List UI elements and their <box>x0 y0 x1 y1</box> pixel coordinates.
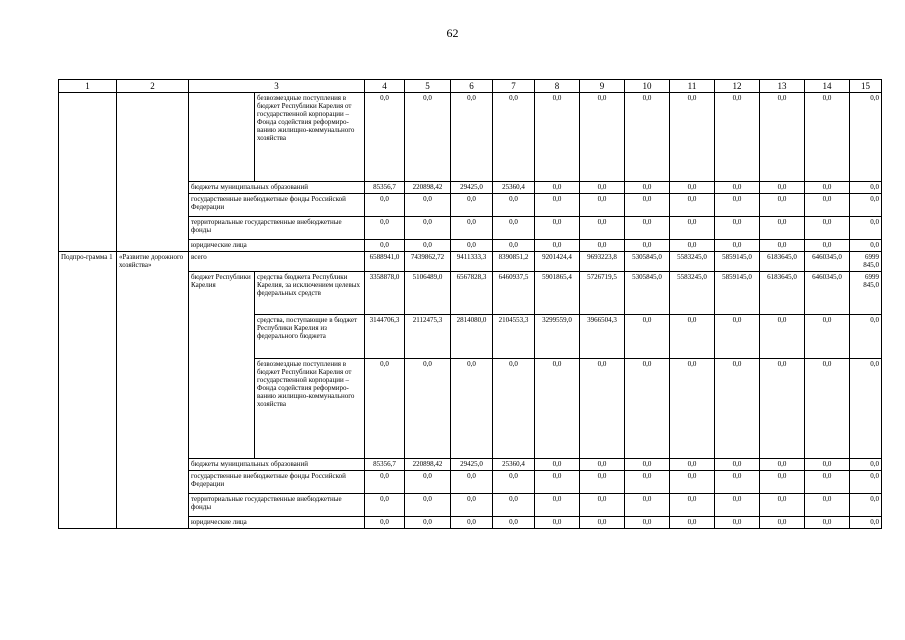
value-cell: 0,0 <box>850 217 882 240</box>
value-cell: 0,0 <box>493 471 535 494</box>
value-cell: 0,0 <box>535 182 580 194</box>
value-cell: 0,0 <box>580 217 625 240</box>
value-cell: 0,0 <box>451 471 493 494</box>
value-cell: 0,0 <box>760 194 805 217</box>
value-cell: 0,0 <box>715 459 760 471</box>
value-cell: 0,0 <box>805 471 850 494</box>
value-cell: 0,0 <box>451 517 493 529</box>
value-cell: 0,0 <box>760 459 805 471</box>
value-cell: 0,0 <box>850 359 882 459</box>
header-cell: 12 <box>715 80 760 93</box>
value-cell: 0,0 <box>670 315 715 359</box>
value-cell: 0,0 <box>451 240 493 252</box>
value-cell: 0,0 <box>625 359 670 459</box>
row-label: безвозмездные поступления в бюджет Республики Карелия от государственной корпорации – Фонда содействия реформиро-ванию жилищно-коммунального хозяйства <box>255 359 365 459</box>
value-cell: 0,0 <box>535 217 580 240</box>
value-cell: 0,0 <box>715 494 760 517</box>
row-label: бюджеты муниципальных образований <box>189 182 365 194</box>
header-cell: 2 <box>117 80 189 93</box>
header-cell: 8 <box>535 80 580 93</box>
value-cell: 0,0 <box>850 494 882 517</box>
row-label: бюджеты муниципальных образований <box>189 459 365 471</box>
value-cell: 0,0 <box>760 240 805 252</box>
value-cell: 0,0 <box>760 471 805 494</box>
value-cell: 2104553,3 <box>493 315 535 359</box>
header-cell: 11 <box>670 80 715 93</box>
row-label: территориальные государственные внебюджетные фонды <box>189 494 365 517</box>
header-cell: 15 <box>850 80 882 93</box>
value-cell: 0,0 <box>625 182 670 194</box>
value-cell: 220898,42 <box>405 182 451 194</box>
value-cell: 0,0 <box>535 93 580 182</box>
row-label: безвозмездные поступления в бюджет Республики Карелия от государственной корпорации – Фонда содействия реформиро-ванию жилищно-коммунального хозяйства <box>255 93 365 182</box>
value-cell: 0,0 <box>805 194 850 217</box>
value-cell: 0,0 <box>715 517 760 529</box>
value-cell: 0,0 <box>535 517 580 529</box>
header-cell: 10 <box>625 80 670 93</box>
value-cell: 0,0 <box>580 240 625 252</box>
value-cell: 0,0 <box>405 517 451 529</box>
value-cell: 6183645,0 <box>760 272 805 315</box>
value-cell: 0,0 <box>580 471 625 494</box>
value-cell: 0,0 <box>760 517 805 529</box>
value-cell: 0,0 <box>760 494 805 517</box>
value-cell: 0,0 <box>451 194 493 217</box>
value-cell: 0,0 <box>535 359 580 459</box>
row-label: средства бюджета Республики Карелия, за исключением целевых федеральных средств <box>255 272 365 315</box>
value-cell: 5583245,0 <box>670 252 715 272</box>
value-cell: 0,0 <box>850 93 882 182</box>
value-cell: 0,0 <box>365 240 405 252</box>
value-cell: 0,0 <box>760 359 805 459</box>
value-cell: 0,0 <box>850 240 882 252</box>
value-cell: 0,0 <box>625 471 670 494</box>
value-cell: 0,0 <box>670 494 715 517</box>
value-cell: 0,0 <box>850 459 882 471</box>
value-cell: 8390851,2 <box>493 252 535 272</box>
value-cell: 0,0 <box>405 494 451 517</box>
value-cell: 0,0 <box>405 240 451 252</box>
header-cell: 9 <box>580 80 625 93</box>
value-cell: 0,0 <box>535 459 580 471</box>
value-cell: 6567828,3 <box>451 272 493 315</box>
empty-cell <box>59 93 117 252</box>
value-cell: 0,0 <box>805 93 850 182</box>
value-cell: 0,0 <box>715 240 760 252</box>
header-cell: 3 <box>189 80 365 93</box>
value-cell: 0,0 <box>760 93 805 182</box>
value-cell: 0,0 <box>580 459 625 471</box>
value-cell: 6460937,5 <box>493 272 535 315</box>
value-cell: 0,0 <box>625 459 670 471</box>
value-cell: 0,0 <box>493 217 535 240</box>
value-cell: 85356,7 <box>365 459 405 471</box>
value-cell: 0,0 <box>715 217 760 240</box>
subprogram-name: «Развитие дорожного хозяйства» <box>117 252 189 529</box>
budget-table <box>58 79 882 529</box>
value-cell: 85356,7 <box>365 182 405 194</box>
value-cell: 9201424,4 <box>535 252 580 272</box>
value-cell: 5305845,0 <box>625 252 670 272</box>
row-label: средства, поступающие в бюджет Республики Карелия из федерального бюджета <box>255 315 365 359</box>
value-cell: 0,0 <box>850 517 882 529</box>
value-cell: 0,0 <box>535 194 580 217</box>
value-cell: 0,0 <box>850 194 882 217</box>
value-cell: 0,0 <box>365 471 405 494</box>
value-cell: 0,0 <box>805 182 850 194</box>
value-cell: 0,0 <box>405 359 451 459</box>
value-cell: 0,0 <box>625 315 670 359</box>
header-cell: 6 <box>451 80 493 93</box>
value-cell: 0,0 <box>625 517 670 529</box>
value-cell: 0,0 <box>670 359 715 459</box>
value-cell: 0,0 <box>760 217 805 240</box>
value-cell: 0,0 <box>365 194 405 217</box>
header-cell: 1 <box>59 80 117 93</box>
value-cell: 0,0 <box>670 217 715 240</box>
value-cell: 0,0 <box>715 93 760 182</box>
value-cell: 2112475,3 <box>405 315 451 359</box>
value-cell: 0,0 <box>580 194 625 217</box>
value-cell: 6183645,0 <box>760 252 805 272</box>
value-cell: 0,0 <box>535 240 580 252</box>
value-cell: 5726719,5 <box>580 272 625 315</box>
value-cell: 0,0 <box>670 240 715 252</box>
value-cell: 0,0 <box>805 459 850 471</box>
value-cell: 0,0 <box>715 471 760 494</box>
value-cell: 9411333,3 <box>451 252 493 272</box>
value-cell: 2814080,0 <box>451 315 493 359</box>
value-cell: 0,0 <box>493 194 535 217</box>
value-cell: 0,0 <box>760 315 805 359</box>
value-cell: 25360,4 <box>493 182 535 194</box>
table-row <box>59 93 882 182</box>
value-cell: 0,0 <box>805 315 850 359</box>
value-cell: 5305845,0 <box>625 272 670 315</box>
value-cell: 0,0 <box>715 359 760 459</box>
value-cell: 0,0 <box>405 471 451 494</box>
value-cell: 0,0 <box>493 517 535 529</box>
subprogram-number: Подпро-грамма 1 <box>59 252 117 529</box>
value-cell: 25360,4 <box>493 459 535 471</box>
value-cell: 0,0 <box>451 359 493 459</box>
value-cell: 220898,42 <box>405 459 451 471</box>
header-row <box>59 80 882 93</box>
value-cell: 0,0 <box>365 93 405 182</box>
value-cell: 0,0 <box>493 93 535 182</box>
value-cell: 0,0 <box>670 471 715 494</box>
value-cell: 0,0 <box>715 315 760 359</box>
value-cell: 3358878,0 <box>365 272 405 315</box>
value-cell: 0,0 <box>805 240 850 252</box>
value-cell: 7439862,72 <box>405 252 451 272</box>
empty-cell <box>117 93 189 252</box>
value-cell: 0,0 <box>580 517 625 529</box>
value-cell: 0,0 <box>805 494 850 517</box>
value-cell: 0,0 <box>670 93 715 182</box>
header-cell: 14 <box>805 80 850 93</box>
row-label: государственные внебюджетные фонды Российской Федерации <box>189 194 365 217</box>
value-cell: 0,0 <box>580 93 625 182</box>
value-cell: 0,0 <box>493 494 535 517</box>
value-cell: 0,0 <box>580 182 625 194</box>
value-cell: 0,0 <box>715 182 760 194</box>
value-cell: 0,0 <box>625 217 670 240</box>
value-cell: 9693223,8 <box>580 252 625 272</box>
value-cell: 0,0 <box>850 471 882 494</box>
value-cell: 0,0 <box>451 93 493 182</box>
value-cell: 6999 845,0 <box>850 252 882 272</box>
row-label: юридические лица <box>189 240 365 252</box>
value-cell: 6460345,0 <box>805 272 850 315</box>
value-cell: 6999 845,0 <box>850 272 882 315</box>
value-cell: 29425,0 <box>451 459 493 471</box>
value-cell: 0,0 <box>760 182 805 194</box>
header-cell: 7 <box>493 80 535 93</box>
value-cell: 0,0 <box>405 217 451 240</box>
row-label: государственные внебюджетные фонды Российской Федерации <box>189 471 365 494</box>
empty-cell <box>189 93 255 182</box>
value-cell: 0,0 <box>493 240 535 252</box>
value-cell: 5859145,0 <box>715 272 760 315</box>
value-cell: 0,0 <box>715 194 760 217</box>
value-cell: 0,0 <box>365 494 405 517</box>
value-cell: 29425,0 <box>451 182 493 194</box>
value-cell: 0,0 <box>535 471 580 494</box>
value-cell: 0,0 <box>625 93 670 182</box>
value-cell: 5859145,0 <box>715 252 760 272</box>
value-cell: 0,0 <box>451 494 493 517</box>
row-label: юридические лица <box>189 517 365 529</box>
value-cell: 6588941,0 <box>365 252 405 272</box>
header-cell: 13 <box>760 80 805 93</box>
header-cell: 5 <box>405 80 451 93</box>
value-cell: 5583245,0 <box>670 272 715 315</box>
value-cell: 0,0 <box>670 459 715 471</box>
value-cell: 0,0 <box>580 359 625 459</box>
value-cell: 5901865,4 <box>535 272 580 315</box>
row-label: территориальные государственные внебюджетные фонды <box>189 217 365 240</box>
page-number: 62 <box>446 26 459 40</box>
budget-rk-label: бюджет Республики Карелия <box>189 272 255 459</box>
value-cell: 0,0 <box>365 217 405 240</box>
value-cell: 0,0 <box>580 494 625 517</box>
value-cell: 0,0 <box>535 494 580 517</box>
value-cell: 0,0 <box>625 494 670 517</box>
value-cell: 0,0 <box>805 517 850 529</box>
value-cell: 3966504,3 <box>580 315 625 359</box>
value-cell: 3299559,0 <box>535 315 580 359</box>
value-cell: 0,0 <box>493 359 535 459</box>
row-label: всего <box>189 252 365 272</box>
value-cell: 0,0 <box>365 517 405 529</box>
value-cell: 0,0 <box>451 217 493 240</box>
value-cell: 0,0 <box>805 359 850 459</box>
table-row <box>59 252 882 272</box>
value-cell: 0,0 <box>625 194 670 217</box>
value-cell: 3144706,3 <box>365 315 405 359</box>
value-cell: 0,0 <box>850 182 882 194</box>
value-cell: 5106489,0 <box>405 272 451 315</box>
header-cell: 4 <box>365 80 405 93</box>
value-cell: 0,0 <box>670 194 715 217</box>
value-cell: 0,0 <box>365 359 405 459</box>
value-cell: 0,0 <box>625 240 670 252</box>
value-cell: 0,0 <box>670 182 715 194</box>
value-cell: 0,0 <box>805 217 850 240</box>
value-cell: 0,0 <box>850 315 882 359</box>
value-cell: 0,0 <box>405 194 451 217</box>
value-cell: 6460345,0 <box>805 252 850 272</box>
value-cell: 0,0 <box>405 93 451 182</box>
value-cell: 0,0 <box>670 517 715 529</box>
